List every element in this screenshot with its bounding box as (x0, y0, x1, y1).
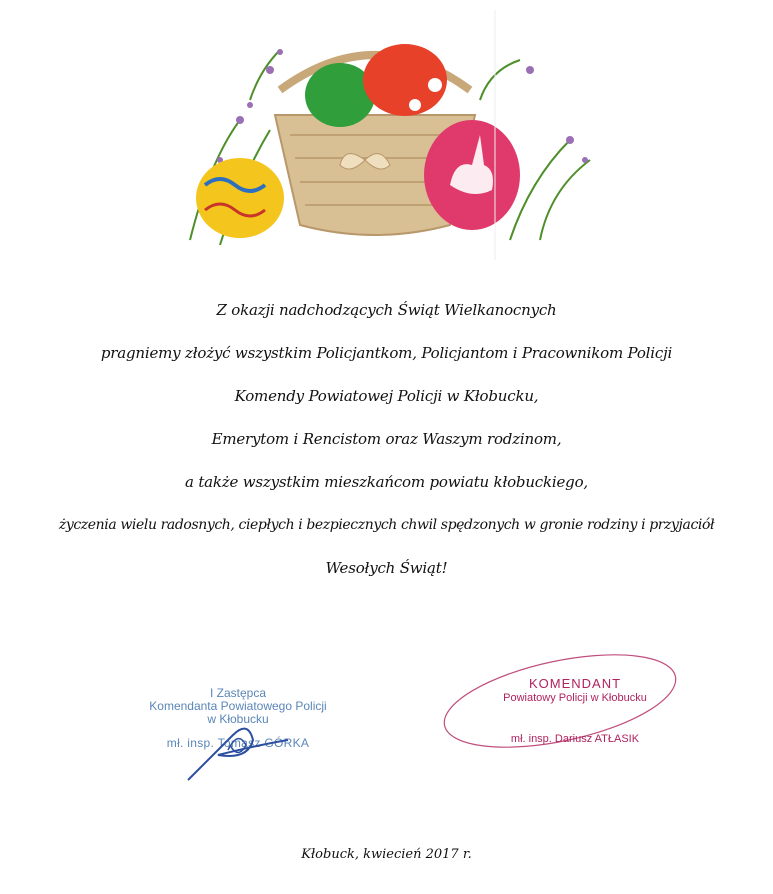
greeting-line: a także wszystkim mieszkańcom powiatu kłobuckiego, (185, 473, 588, 491)
place-date: Kłobuck, kwiecień 2017 r. (301, 847, 472, 862)
stamp-subtitle: Powiatowy Policji w Kłobucku (503, 692, 647, 704)
greeting-line: Z okazji nadchodzących Świąt Wielkanocnych (216, 301, 557, 319)
greeting-line: pragniemy złożyć wszystkim Policjantkom, Policjantom i Pracownikom Policji (100, 344, 673, 362)
stamp-title: KOMENDANT (528, 676, 622, 691)
yellow-egg (196, 158, 284, 238)
oval-stamp-outline (440, 646, 680, 756)
greeting-text (0, 296, 773, 597)
greeting-line: Emerytom i Rencistom oraz Waszym rodzinom, (211, 430, 562, 448)
deputy-name: mł. insp. Tomasz GÓRKA (166, 736, 310, 750)
greeting-closing: Wesołych Świąt! (325, 559, 448, 577)
commander-name: mł. insp. Dariusz ATŁASIK (510, 733, 640, 745)
deputy-signature-block (118, 687, 358, 750)
easter-basket-illustration (150, 10, 600, 260)
handwritten-signature (178, 715, 298, 785)
stamp-line: I Zastępca (209, 686, 267, 700)
greeting-line: życzenia wielu radosnych, ciepłych i bezpiecznych chwil spędzonych w gronie rodziny i przyjaciół (58, 517, 715, 533)
stamp-line: Komendanta Powiatowego Policji (149, 699, 327, 713)
stamp-line: w Kłobucku (207, 712, 269, 726)
commander-signature-block (460, 676, 690, 745)
greeting-line: Komendy Powiatowej Policji w Kłobucku, (234, 387, 539, 405)
